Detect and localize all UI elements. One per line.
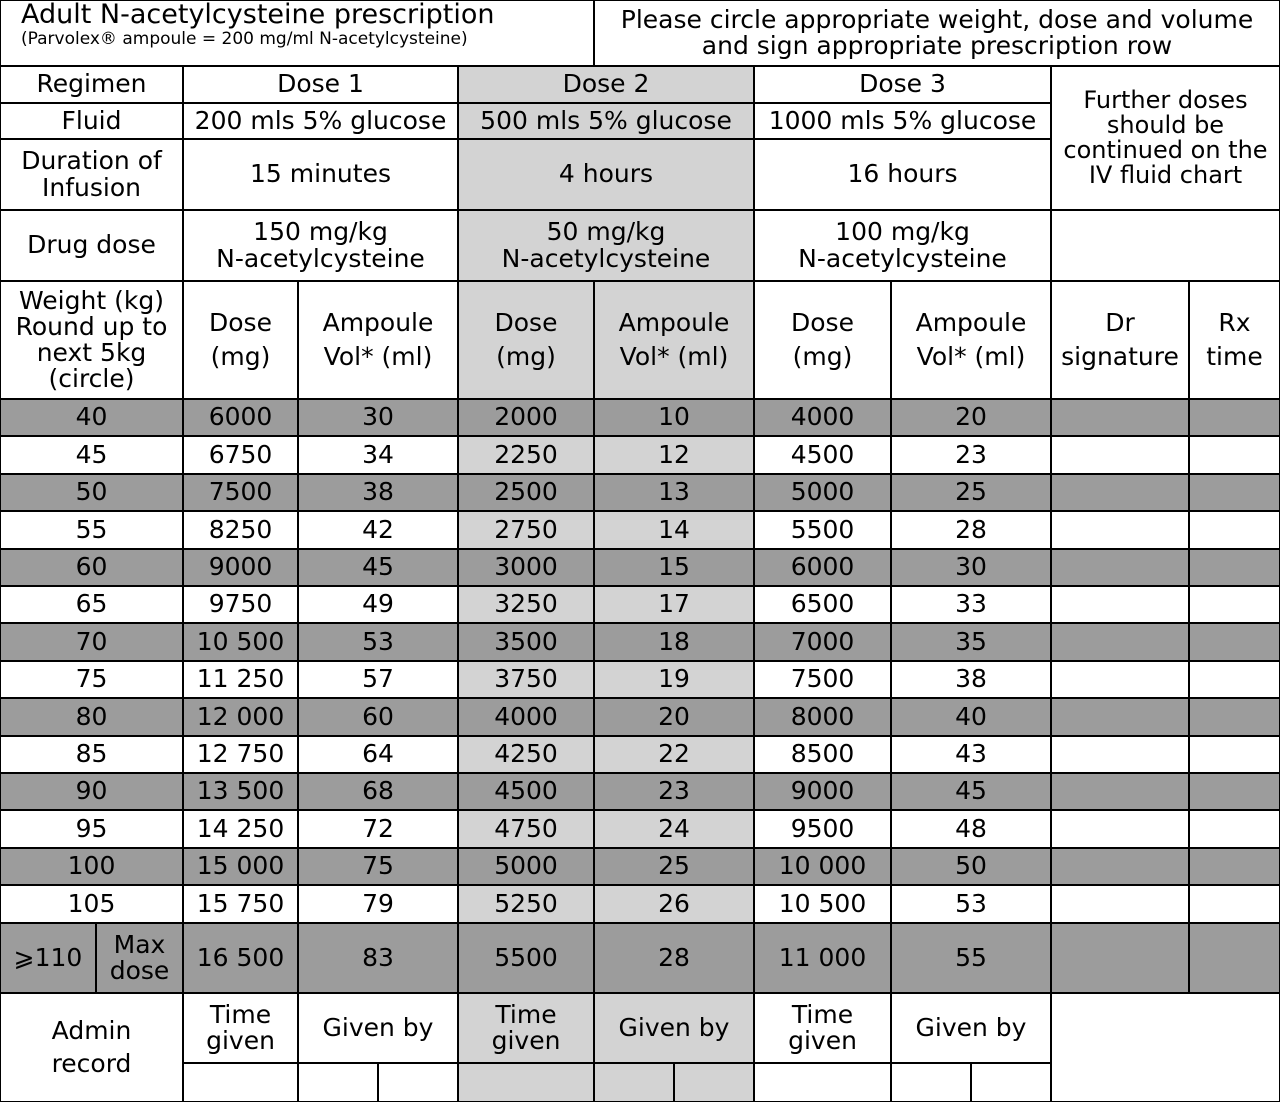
cell-weight: 55 xyxy=(1,512,184,550)
drug-dose-label: Drug dose xyxy=(1,211,184,282)
cell-v2: 20 xyxy=(595,699,755,737)
cell-d2: 2250 xyxy=(459,437,595,475)
cell-d2: 4750 xyxy=(459,811,595,849)
rx-time-header-line-1: Rx xyxy=(1218,307,1251,337)
dr-signature-field[interactable] xyxy=(1052,774,1190,811)
cell-v1: 38 xyxy=(299,475,459,512)
cell-d3: 4000 xyxy=(755,400,892,437)
cell-d2: 4500 xyxy=(459,774,595,811)
rx-time-field[interactable] xyxy=(1190,886,1279,924)
dose3-drug-dose xyxy=(755,211,1052,282)
rx-time-field[interactable] xyxy=(1190,400,1279,437)
dose3-mg-header-line-2: (mg) xyxy=(792,342,853,371)
rx-time-field[interactable] xyxy=(1190,662,1279,699)
cell-v3: 40 xyxy=(892,699,1052,737)
dose3-fluid: 1000 mls 5% glucose xyxy=(755,104,1052,140)
cell-v3: 25 xyxy=(892,475,1052,512)
cell-weight: 50 xyxy=(1,475,184,512)
cell-v3: 38 xyxy=(892,662,1052,699)
cell-v2: 26 xyxy=(595,886,755,924)
max-weight-cell: ⩾110 xyxy=(1,924,97,994)
dose3-name: Dose 3 xyxy=(755,67,1052,104)
rx-time-field[interactable] xyxy=(1190,811,1279,849)
dose1-time-given-line-1: Time xyxy=(209,999,272,1029)
cell-v1: 68 xyxy=(299,774,459,811)
chart-subtitle: (Parvolex® ampoule = 200 mg/ml N-acetylcysteine) xyxy=(21,29,468,50)
cell-d3: 6500 xyxy=(755,587,892,624)
cell-d3: 6000 xyxy=(755,550,892,587)
dose2-mg-header xyxy=(459,282,595,400)
further-doses-line-3: continued on the xyxy=(1063,136,1268,164)
dose2-ampoule-header-line-2: Vol* (ml) xyxy=(619,342,729,371)
rx-time-field[interactable] xyxy=(1190,699,1279,737)
dr-signature-header-line-2: signature xyxy=(1061,342,1179,371)
blank-cell xyxy=(1052,994,1279,1101)
dose2-mg-header-line-1: Dose xyxy=(494,307,558,337)
dose1-time-given-label xyxy=(184,994,299,1064)
cell-weight: 100 xyxy=(1,849,184,886)
rx-time-field[interactable] xyxy=(1190,737,1279,774)
cell-d3: 9000 xyxy=(755,774,892,811)
dose3-ampoule-header-line-1: Ampoule xyxy=(915,307,1027,337)
cell-weight: 45 xyxy=(1,437,184,475)
rx-time-field[interactable] xyxy=(1190,475,1279,512)
dr-signature-field[interactable] xyxy=(1052,811,1190,849)
dr-signature-field[interactable] xyxy=(1052,400,1190,437)
max-dose-label-line-2: dose xyxy=(109,956,170,985)
dose2-time-given-line-2: given xyxy=(491,1026,561,1055)
cell-d3: 10 500 xyxy=(755,886,892,924)
cell-d1: 13 500 xyxy=(184,774,299,811)
cell-d2: 2000 xyxy=(459,400,595,437)
admin-record-label xyxy=(1,994,184,1101)
cell-v1: 75 xyxy=(299,849,459,886)
cell-v3: 48 xyxy=(892,811,1052,849)
cell-v1: 30 xyxy=(299,400,459,437)
dose1-given-by-field[interactable] xyxy=(379,1064,459,1101)
cell-v2: 25 xyxy=(595,849,755,886)
dose2-given-by-label: Given by xyxy=(595,994,755,1064)
dr-signature-field[interactable] xyxy=(1052,737,1190,774)
cell-weight: 95 xyxy=(1,811,184,849)
instruction-cell xyxy=(595,1,1279,67)
cell-weight: 85 xyxy=(1,737,184,774)
dose3-mg-header xyxy=(755,282,892,400)
cell-d2: 3500 xyxy=(459,624,595,662)
dose2-name: Dose 2 xyxy=(459,67,755,104)
cell-d2: 5000 xyxy=(459,849,595,886)
cell-d2: 4000 xyxy=(459,699,595,737)
dose1-time-given-field[interactable] xyxy=(184,1064,299,1101)
weight-header-line-3: next 5kg xyxy=(36,338,147,367)
cell-weight: 105 xyxy=(1,886,184,924)
rx-time-field[interactable] xyxy=(1190,849,1279,886)
cell-d1: 15 750 xyxy=(184,886,299,924)
cell-v3: 30 xyxy=(892,550,1052,587)
dose3-ampoule-header xyxy=(892,282,1052,400)
cell-v2: 18 xyxy=(595,624,755,662)
cell-v3: 28 xyxy=(892,512,1052,550)
cell-d1: 11 250 xyxy=(184,662,299,699)
dose2-drug-amount: 50 mg/kg xyxy=(546,217,666,247)
cell-d1: 6000 xyxy=(184,400,299,437)
cell-v1: 42 xyxy=(299,512,459,550)
weight-header-line-1: Weight (kg) xyxy=(19,285,164,315)
dose1-mg-header xyxy=(184,282,299,400)
rx-time-field[interactable] xyxy=(1190,550,1279,587)
cell-v3: 20 xyxy=(892,400,1052,437)
dose1-time-given-line-2: given xyxy=(206,1026,275,1055)
further-doses-note xyxy=(1052,67,1279,211)
dose2-fluid: 500 mls 5% glucose xyxy=(459,104,755,140)
dose3-given-by-field[interactable] xyxy=(972,1064,1052,1101)
cell-v1: 57 xyxy=(299,662,459,699)
dose2-mg-header-line-2: (mg) xyxy=(496,342,556,371)
cell-d3: 8500 xyxy=(755,737,892,774)
cell-weight: 40 xyxy=(1,400,184,437)
dose3-ampoule-header-line-2: Vol* (ml) xyxy=(916,342,1026,371)
dose1-drug-dose xyxy=(184,211,459,282)
dose3-time-given-label xyxy=(755,994,892,1064)
dose2-drug-dose xyxy=(459,211,755,282)
admin-record-line-2: record xyxy=(51,1048,132,1078)
dose1-ampoule-header-line-1: Ampoule xyxy=(322,307,434,337)
dr-signature-field[interactable] xyxy=(1052,550,1190,587)
dr-signature-field[interactable] xyxy=(1052,849,1190,886)
cell-d3: 4500 xyxy=(755,437,892,475)
cell-v2: 24 xyxy=(595,811,755,849)
cell-v3: 53 xyxy=(892,886,1052,924)
duration-label-line-1: Duration of xyxy=(21,146,162,176)
cell-v2: 10 xyxy=(595,400,755,437)
cell-d2: 3250 xyxy=(459,587,595,624)
cell-d2: 2750 xyxy=(459,512,595,550)
dose1-name: Dose 1 xyxy=(184,67,459,104)
cell-weight: 60 xyxy=(1,550,184,587)
cell-d3: 8000 xyxy=(755,699,892,737)
dr-signature-field[interactable] xyxy=(1052,475,1190,512)
admin-record-line-1: Admin xyxy=(51,1016,132,1046)
blank-cell xyxy=(1052,211,1279,282)
dr-signature-field[interactable] xyxy=(1052,886,1190,924)
dose2-given-by-field[interactable] xyxy=(675,1064,755,1101)
rx-time-field[interactable] xyxy=(1190,774,1279,811)
dr-signature-field[interactable] xyxy=(1052,924,1190,994)
dr-signature-header-line-1: Dr xyxy=(1105,307,1135,337)
cell-v2: 12 xyxy=(595,437,755,475)
cell-weight: 70 xyxy=(1,624,184,662)
dose3-time-given-line-2: given xyxy=(788,1026,857,1055)
further-doses-line-1: Further doses xyxy=(1083,85,1248,114)
dose2-ampoule-header xyxy=(595,282,755,400)
cell-v1: 45 xyxy=(299,550,459,587)
dose2-duration: 4 hours xyxy=(459,140,755,211)
cell-v1: 34 xyxy=(299,437,459,475)
dose1-fluid: 200 mls 5% glucose xyxy=(184,104,459,140)
cell-d3: 7000 xyxy=(755,624,892,662)
fluid-label: Fluid xyxy=(1,104,184,140)
dose1-mg-header-line-1: Dose xyxy=(209,307,272,337)
dose3-time-given-field[interactable] xyxy=(755,1064,892,1101)
cell-v3: 33 xyxy=(892,587,1052,624)
dose1-ampoule-header-line-2: Vol* (ml) xyxy=(323,342,433,371)
cell-v3: 50 xyxy=(892,849,1052,886)
cell-v3: 35 xyxy=(892,624,1052,662)
max-cell-v2: 28 xyxy=(595,924,755,994)
max-dose-label-line-1: Max xyxy=(113,929,166,959)
dose2-drug-name: N-acetylcysteine xyxy=(501,243,711,273)
cell-d3: 9500 xyxy=(755,811,892,849)
cell-v1: 72 xyxy=(299,811,459,849)
rx-time-field[interactable] xyxy=(1190,924,1279,994)
cell-d1: 10 500 xyxy=(184,624,299,662)
dose1-duration: 15 minutes xyxy=(184,140,459,211)
cell-d1: 9750 xyxy=(184,587,299,624)
dose3-drug-name: N-acetylcysteine xyxy=(798,243,1007,273)
rx-time-header xyxy=(1190,282,1279,400)
dr-signature-field[interactable] xyxy=(1052,587,1190,624)
cell-d2: 4250 xyxy=(459,737,595,774)
max-dose-label xyxy=(97,924,184,994)
dose2-time-given-line-1: Time xyxy=(495,999,557,1029)
weight-header xyxy=(1,282,184,400)
dose3-mg-header-line-1: Dose xyxy=(791,307,854,337)
dose2-given-by-field[interactable] xyxy=(595,1064,675,1101)
dr-signature-field[interactable] xyxy=(1052,624,1190,662)
cell-d2: 3000 xyxy=(459,550,595,587)
cell-d2: 3750 xyxy=(459,662,595,699)
dr-signature-field[interactable] xyxy=(1052,512,1190,550)
duration-label xyxy=(1,140,184,211)
max-cell-v1: 83 xyxy=(299,924,459,994)
cell-d2: 2500 xyxy=(459,475,595,512)
further-doses-line-4: IV fluid chart xyxy=(1088,161,1243,190)
cell-d1: 15 000 xyxy=(184,849,299,886)
cell-d3: 5000 xyxy=(755,475,892,512)
cell-d1: 6750 xyxy=(184,437,299,475)
dose1-given-by-label: Given by xyxy=(299,994,459,1064)
dose2-ampoule-header-line-1: Ampoule xyxy=(618,307,730,337)
cell-v1: 64 xyxy=(299,737,459,774)
weight-header-line-2: Round up to xyxy=(15,311,168,341)
dr-signature-field[interactable] xyxy=(1052,662,1190,699)
cell-v2: 14 xyxy=(595,512,755,550)
cell-v3: 23 xyxy=(892,437,1052,475)
cell-v1: 49 xyxy=(299,587,459,624)
dose3-given-by-field[interactable] xyxy=(892,1064,972,1101)
instruction-line-2: and sign appropriate prescription row xyxy=(701,31,1173,60)
cell-v3: 45 xyxy=(892,774,1052,811)
max-cell-d1: 16 500 xyxy=(184,924,299,994)
max-cell-d3: 11 000 xyxy=(755,924,892,994)
dose1-drug-name: N-acetylcysteine xyxy=(216,243,425,273)
max-cell-d2: 5500 xyxy=(459,924,595,994)
cell-v2: 23 xyxy=(595,774,755,811)
cell-v2: 22 xyxy=(595,737,755,774)
rx-time-field[interactable] xyxy=(1190,512,1279,550)
dose1-mg-header-line-2: (mg) xyxy=(210,342,271,371)
cell-v2: 15 xyxy=(595,550,755,587)
duration-label-line-2: Infusion xyxy=(42,172,141,202)
instruction-line-1: Please circle appropriate weight, dose and volume xyxy=(620,4,1254,34)
dose3-duration: 16 hours xyxy=(755,140,1052,211)
dose3-time-given-line-1: Time xyxy=(791,999,854,1029)
chart-title-cell xyxy=(1,1,595,67)
dose3-drug-amount: 100 mg/kg xyxy=(835,217,970,247)
dose1-ampoule-header xyxy=(299,282,459,400)
dr-signature-field[interactable] xyxy=(1052,699,1190,737)
cell-v2: 19 xyxy=(595,662,755,699)
dose3-given-by-label: Given by xyxy=(892,994,1052,1064)
cell-d1: 14 250 xyxy=(184,811,299,849)
rx-time-field[interactable] xyxy=(1190,624,1279,662)
further-doses-line-2: should be xyxy=(1106,110,1225,139)
dose1-given-by-field[interactable] xyxy=(299,1064,379,1101)
chart-title: Adult N-acetylcysteine prescription xyxy=(21,0,495,30)
dose1-drug-amount: 150 mg/kg xyxy=(253,217,388,247)
cell-d1: 9000 xyxy=(184,550,299,587)
rx-time-header-line-2: time xyxy=(1206,342,1263,371)
cell-v1: 60 xyxy=(299,699,459,737)
cell-weight: 75 xyxy=(1,662,184,699)
cell-d3: 10 000 xyxy=(755,849,892,886)
cell-v1: 79 xyxy=(299,886,459,924)
weight-header-line-4: (circle) xyxy=(48,364,135,394)
dr-signature-header xyxy=(1052,282,1190,400)
rx-time-field[interactable] xyxy=(1190,587,1279,624)
cell-d1: 7500 xyxy=(184,475,299,512)
cell-weight: 80 xyxy=(1,699,184,737)
cell-v3: 43 xyxy=(892,737,1052,774)
cell-weight: 90 xyxy=(1,774,184,811)
cell-v1: 53 xyxy=(299,624,459,662)
dose2-time-given-label xyxy=(459,994,595,1064)
cell-d1: 12 750 xyxy=(184,737,299,774)
cell-v2: 17 xyxy=(595,587,755,624)
rx-time-field[interactable] xyxy=(1190,437,1279,475)
cell-d3: 7500 xyxy=(755,662,892,699)
cell-weight: 65 xyxy=(1,587,184,624)
dose2-time-given-field[interactable] xyxy=(459,1064,595,1101)
regimen-label: Regimen xyxy=(1,67,184,104)
max-cell-v3: 55 xyxy=(892,924,1052,994)
cell-d1: 8250 xyxy=(184,512,299,550)
dr-signature-field[interactable] xyxy=(1052,437,1190,475)
cell-d2: 5250 xyxy=(459,886,595,924)
cell-d1: 12 000 xyxy=(184,699,299,737)
cell-d3: 5500 xyxy=(755,512,892,550)
cell-v2: 13 xyxy=(595,475,755,512)
